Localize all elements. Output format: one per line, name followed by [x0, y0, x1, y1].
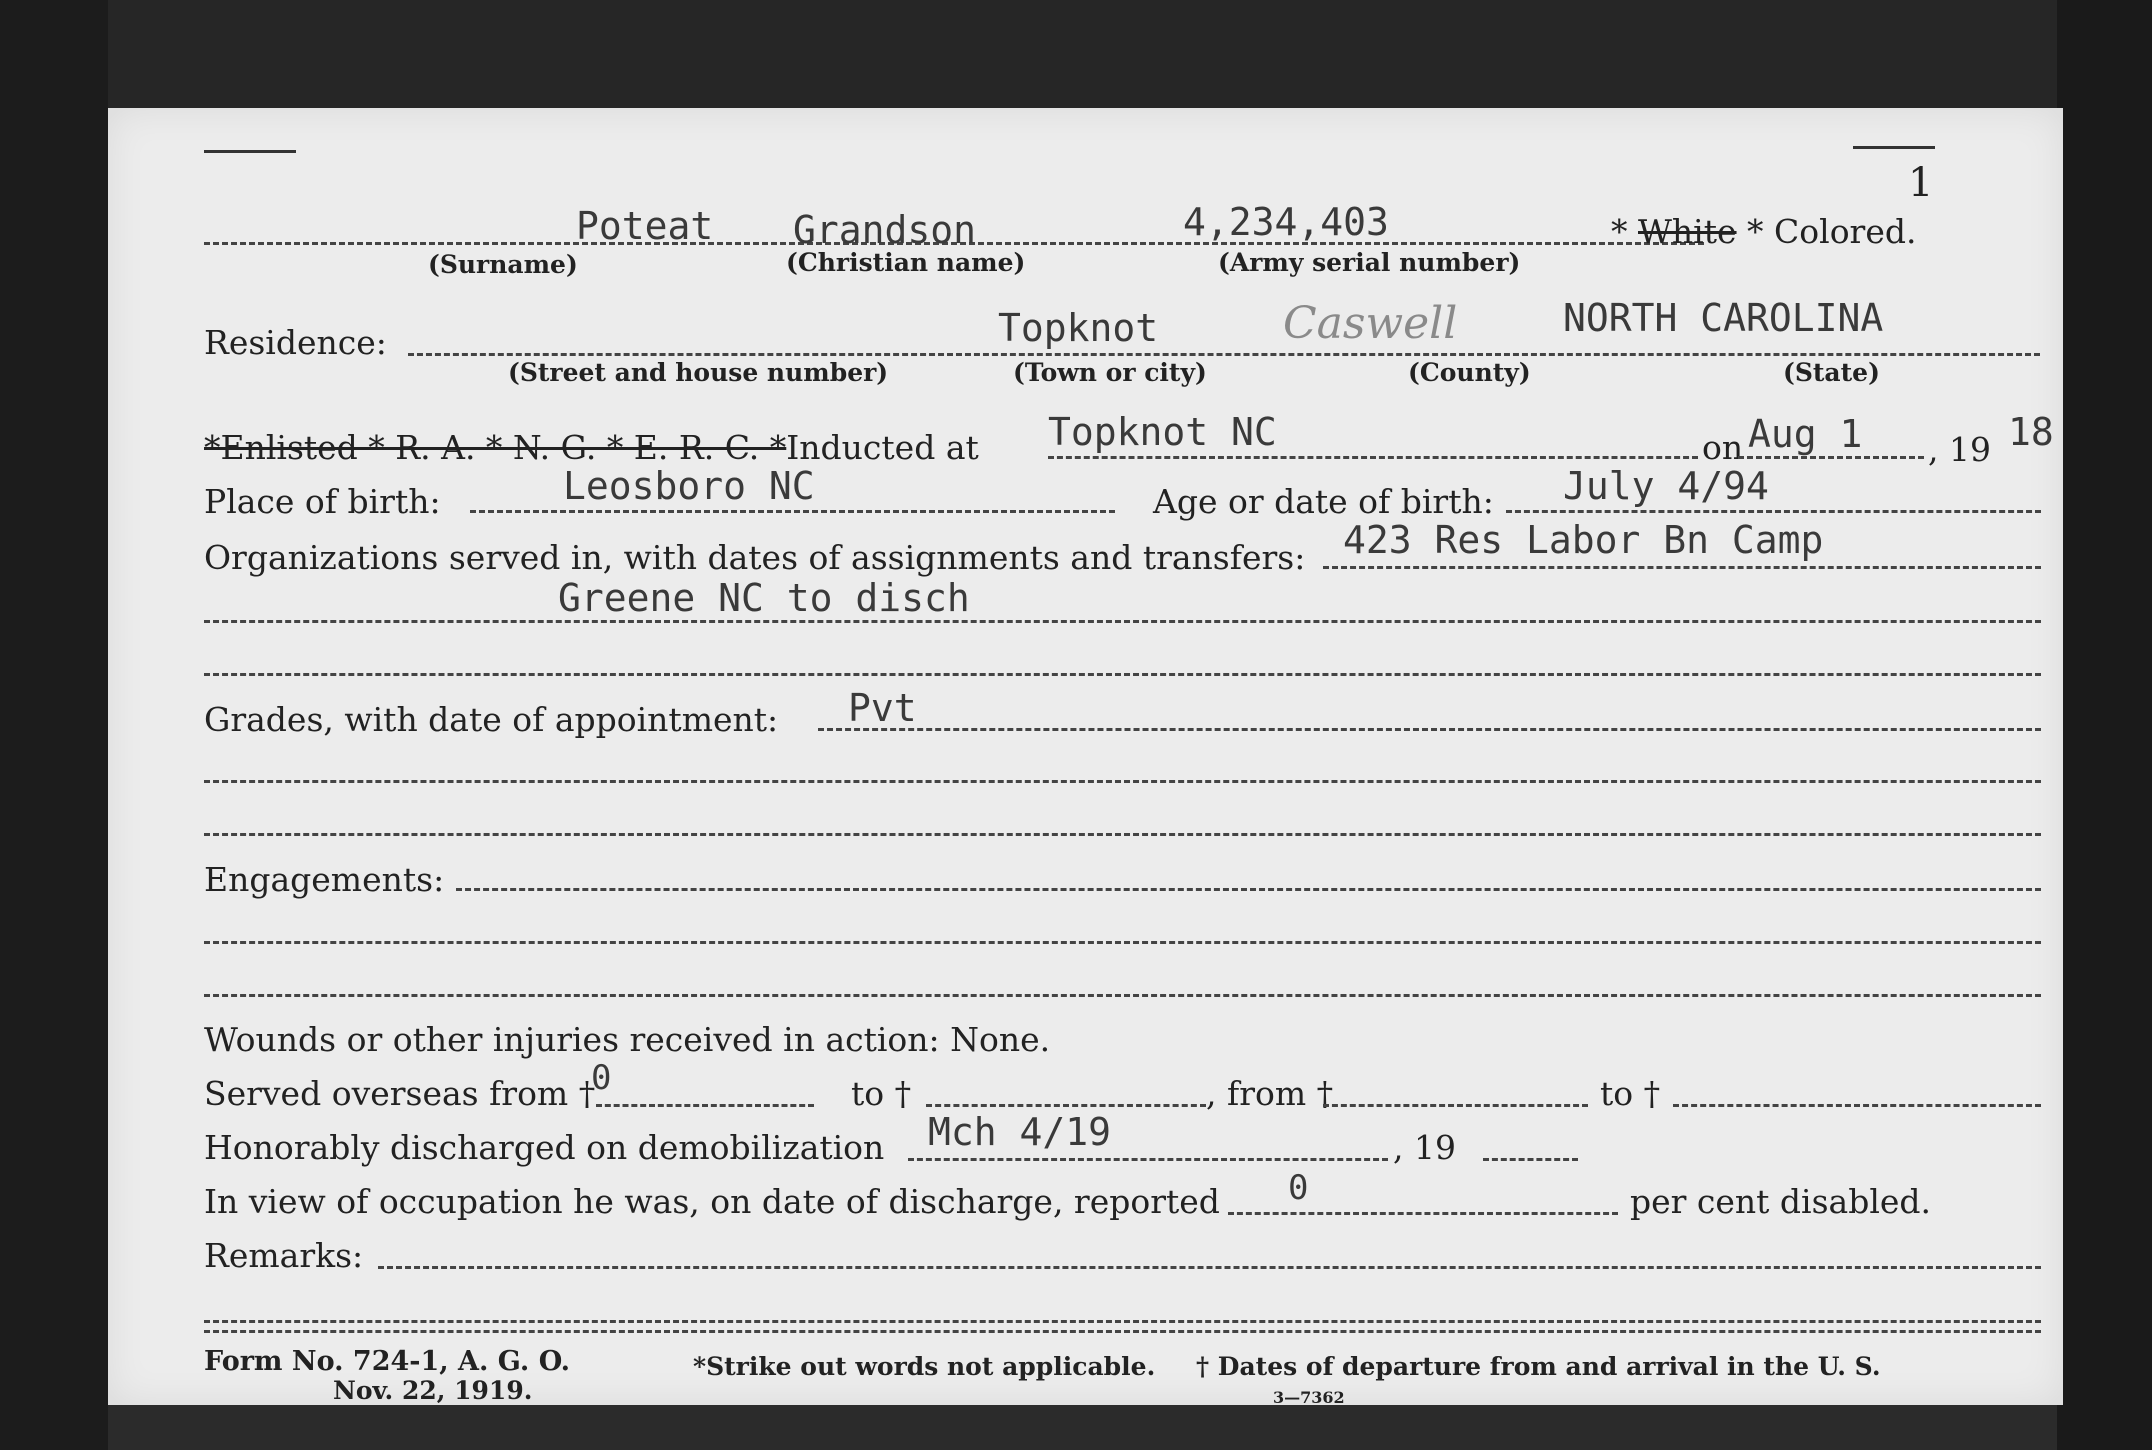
caption-christian-name: (Christian name) [786, 248, 1026, 277]
overseas-from-line-2 [1323, 1104, 1588, 1107]
print-code: 3—7362 [1273, 1388, 1345, 1407]
remarks-line-2 [204, 1320, 2041, 1323]
discharge-date-value: Mch 4/19 [928, 1110, 1112, 1154]
enlistment-struck: *Enlisted * R. A. * N. G. * E. R. C. * [204, 428, 787, 467]
caption-county: (County) [1408, 358, 1531, 387]
discharge-label: Honorably discharged on demobilization [204, 1128, 885, 1167]
disabled-line [1228, 1212, 1618, 1215]
discharge-date-line [908, 1158, 1388, 1161]
scan-left-border [0, 0, 108, 1450]
overseas-to-label: to † [851, 1074, 912, 1113]
disabled-value: 0 [1288, 1168, 1309, 1208]
remarks-label: Remarks: [204, 1236, 364, 1275]
caption-state: (State) [1783, 358, 1880, 387]
town-value: Topknot [998, 306, 1159, 350]
caption-town: (Town or city) [1013, 358, 1207, 387]
wounds-statement: Wounds or other injuries received in action: None. [204, 1020, 1051, 1059]
overseas-to-label-2: to † [1600, 1074, 1661, 1113]
form-date: Nov. 22, 1919. [333, 1376, 533, 1405]
caption-street: (Street and house number) [508, 358, 889, 387]
age-label: Age or date of birth: [1153, 482, 1494, 521]
card-number: 1 [1908, 160, 1934, 206]
race-value: * Colored. [1747, 212, 1917, 251]
overseas-to-line-2 [1673, 1104, 2041, 1107]
inducted-place-line [1048, 456, 1698, 459]
surname-value: Poteat [576, 204, 714, 248]
discharge-year-line [1483, 1158, 1578, 1161]
serial-number-value: 4,234,403 [1183, 200, 1389, 244]
footnote-dates: † Dates of departure from and arrival in the U. S. [1196, 1352, 1881, 1381]
inducted-label: Inducted at [786, 428, 979, 467]
organizations-line-3 [204, 673, 2041, 676]
grades-line-2 [204, 780, 2041, 783]
scan-top-border [0, 0, 2152, 108]
overseas-from-label-2: , from † [1206, 1074, 1334, 1113]
occupation-label: In view of occupation he was, on date of discharge, reported [204, 1182, 1220, 1221]
grade-value: Pvt [848, 686, 917, 730]
race-struck: White [1638, 212, 1737, 251]
race-line [1611, 212, 1916, 251]
engagements-line-1 [456, 888, 2041, 891]
overseas-from-line [596, 1104, 814, 1107]
overseas-from-value: 0 [591, 1058, 612, 1098]
overseas-to-line [926, 1104, 1206, 1107]
county-value: Caswell [1283, 298, 1458, 349]
service-record-card [108, 108, 2063, 1405]
organizations-line-1 [1323, 566, 2041, 569]
christian-name-value: Grandson [793, 208, 977, 252]
residence-label: Residence: [204, 323, 387, 362]
race-star: * [1611, 212, 1628, 251]
inducted-place-value: Topknot NC [1048, 410, 1277, 454]
top-left-rule [204, 150, 296, 153]
inducted-year-label: , 19 [1928, 430, 1991, 469]
grades-line-3 [204, 833, 2041, 836]
engagements-line-3 [204, 994, 2041, 997]
discharge-year-label: , 19 [1393, 1128, 1456, 1167]
on-label: on [1702, 428, 1744, 467]
organizations-value-2: Greene NC to disch [558, 576, 970, 620]
birth-date-value: July 4/94 [1563, 464, 1769, 508]
overseas-label: Served overseas from † [204, 1074, 596, 1113]
engagements-label: Engagements: [204, 860, 445, 899]
state-value: NORTH CAROLINA [1563, 296, 1884, 340]
top-right-rule [1853, 146, 1935, 149]
inducted-date-value: Aug 1 [1748, 412, 1863, 456]
grades-label: Grades, with date of appointment: [204, 700, 779, 739]
disabled-label: per cent disabled. [1630, 1182, 1932, 1221]
remarks-line-3 [204, 1330, 2041, 1333]
inducted-year-value: 18 [2008, 410, 2054, 454]
caption-serial-number: (Army serial number) [1218, 248, 1521, 277]
organizations-label: Organizations served in, with dates of assignments and transfers: [204, 538, 1306, 577]
organizations-line-2 [204, 620, 2041, 623]
scan-right-border [2057, 0, 2152, 1450]
inducted-date-line [1738, 456, 1924, 459]
birth-place-value: Leosboro NC [563, 464, 815, 508]
remarks-line-1 [378, 1266, 2041, 1269]
organizations-value-1: 423 Res Labor Bn Camp [1343, 518, 1824, 562]
enlistment-line [204, 428, 979, 467]
form-number: Form No. 724-1, A. G. O. [204, 1346, 571, 1377]
caption-surname: (Surname) [428, 250, 578, 279]
footnote-strike-out: *Strike out words not applicable. [693, 1352, 1156, 1381]
birth-place-line [470, 510, 1115, 513]
birth-date-line [1506, 510, 2041, 513]
grades-line-1 [818, 728, 2041, 731]
residence-line [408, 353, 2040, 356]
engagements-line-2 [204, 941, 2041, 944]
birth-place-label: Place of birth: [204, 482, 441, 521]
